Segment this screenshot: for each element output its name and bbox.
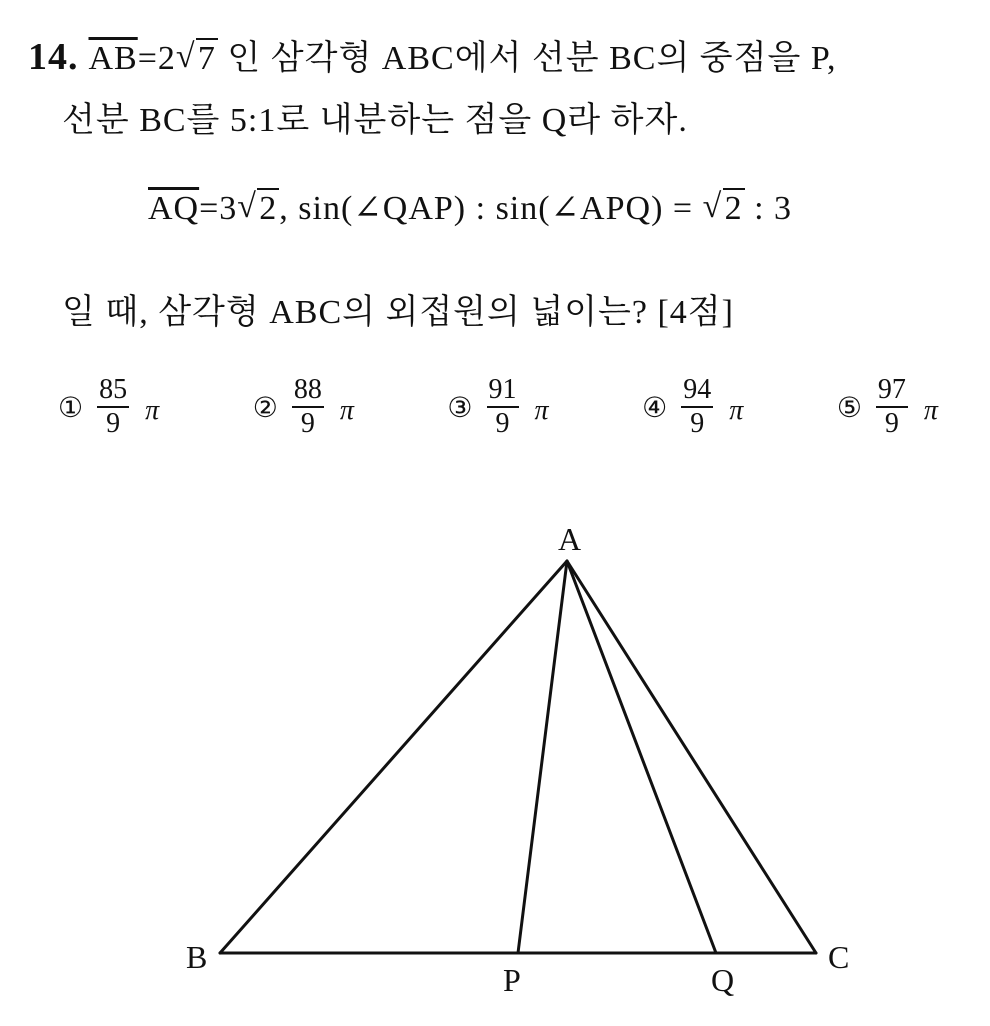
sqrt-two-ratio-value: 2 <box>724 190 743 227</box>
pi-symbol: π <box>145 395 160 427</box>
choice-marker: ⑤ <box>836 390 862 424</box>
condition-middle: , sin(∠QAP) : sin(∠APQ) = <box>279 190 694 227</box>
point-p-label: P <box>503 962 521 998</box>
question-number: 14. <box>28 36 79 78</box>
question-line-2: 선분 BC를 5:1로 내분하는 점을 Q라 하자. <box>62 102 688 139</box>
fraction-numerator: 91 <box>487 374 519 408</box>
radical-sign-icon: √ <box>237 188 257 225</box>
fraction-denominator: 9 <box>884 408 899 440</box>
pi-symbol: π <box>339 395 354 427</box>
fraction-denominator: 9 <box>300 408 315 440</box>
pi-symbol: π <box>923 395 938 427</box>
segment-ac <box>567 561 816 953</box>
pi-symbol: π <box>534 395 549 427</box>
sqrt-seven-value: 7 <box>197 40 216 77</box>
question-prompt: 일 때, 삼각형 ABC의 외접원의 넓이는? [4점] <box>62 294 734 331</box>
radical-sign-icon: √ <box>702 188 723 225</box>
fraction-numerator: 85 <box>97 374 129 408</box>
vertex-b-label: B <box>186 939 208 975</box>
question-line-1-rest: 인 삼각형 ABC에서 선분 BC의 중점을 P, <box>227 40 837 77</box>
segment-ab <box>220 561 567 953</box>
fraction-numerator: 94 <box>681 374 713 408</box>
choice-marker: ③ <box>447 390 473 424</box>
fraction-numerator: 88 <box>292 374 324 408</box>
choice-marker: ① <box>58 390 84 424</box>
segment-aq <box>567 561 716 953</box>
segment-ap <box>518 561 567 953</box>
vertex-c-label: C <box>828 939 850 975</box>
aq-equals-prefix: =3 <box>199 190 238 227</box>
point-q-label: Q <box>711 962 735 998</box>
fraction-numerator: 97 <box>876 374 908 408</box>
radical-sign-icon: √ <box>175 38 196 75</box>
segment-ab-label: $\overline{AB}$ <box>88 40 138 77</box>
fraction-denominator: 9 <box>495 408 510 440</box>
vertex-a-label: A <box>558 521 582 557</box>
segment-aq-label: $\overline{AQ}$ <box>148 190 200 227</box>
sqrt-two-aq-value: 2 <box>259 190 278 227</box>
choice-marker: ④ <box>642 390 668 424</box>
fraction-denominator: 9 <box>690 408 705 440</box>
condition-ratio-suffix: : 3 <box>754 190 793 227</box>
pi-symbol: π <box>729 395 744 427</box>
choice-marker: ② <box>252 390 278 424</box>
ab-equals-prefix: =2 <box>137 40 176 77</box>
fraction-denominator: 9 <box>106 408 121 440</box>
